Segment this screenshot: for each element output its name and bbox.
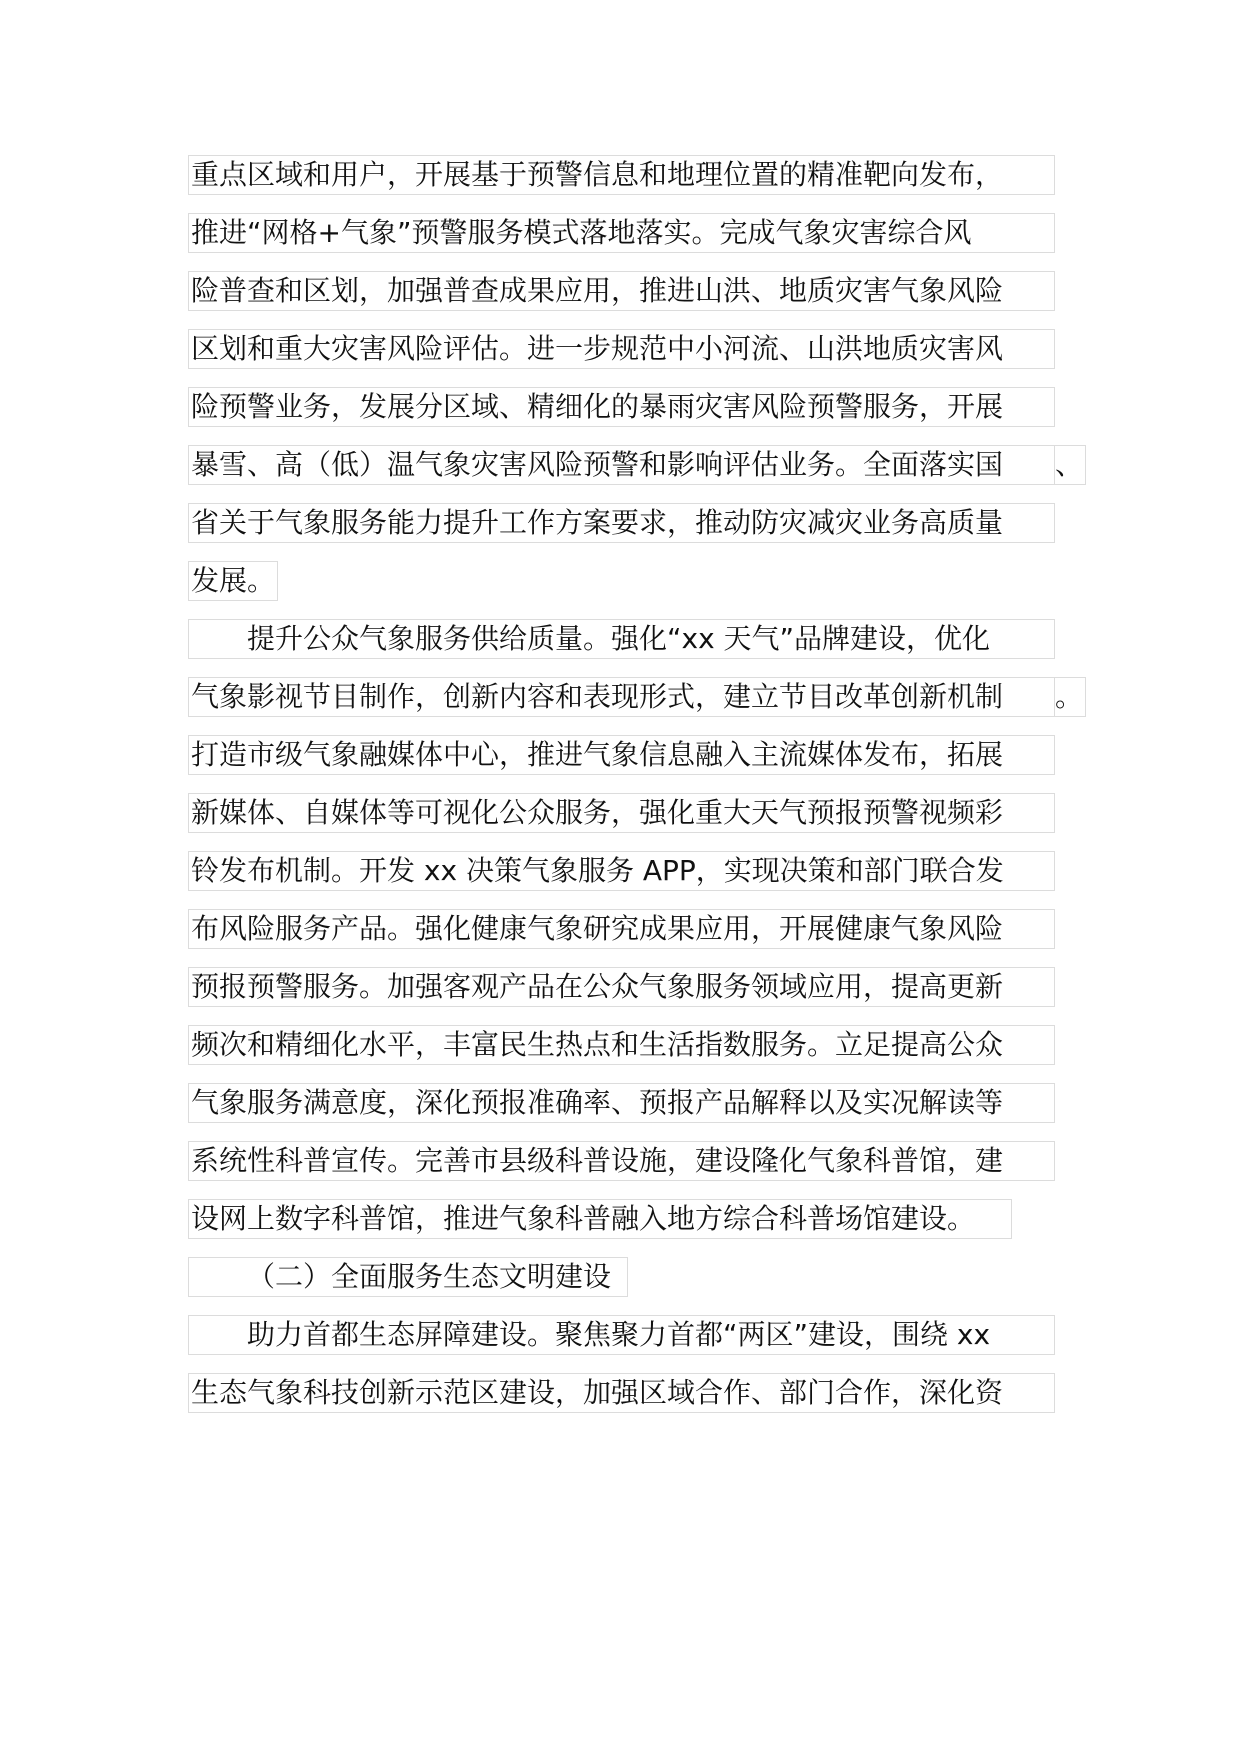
text-line: 险普查和区划，加强普查成果应用，推进山洪、地质灾害气象风险: [188, 271, 1055, 311]
text-line: 布风险服务产品。强化健康气象研究成果应用，开展健康气象风险: [188, 909, 1055, 949]
text-line: 预报预警服务。加强客观产品在公众气象服务领域应用，提高更新: [188, 967, 1055, 1007]
text-line: 频次和精细化水平，丰富民生热点和生活指数服务。立足提高公众: [188, 1025, 1055, 1065]
text-line: 气象服务满意度，深化预报准确率、预报产品解释以及实况解读等: [188, 1083, 1055, 1123]
text-line: 险预警业务，发展分区域、精细化的暴雨灾害风险预警服务，开展: [188, 387, 1055, 427]
text-line: 推进“网格+气象”预警服务模式落地落实。完成气象灾害综合风: [188, 213, 1055, 253]
section-heading: （二）全面服务生态文明建设: [188, 1257, 628, 1297]
text-line: 打造市级气象融媒体中心，推进气象信息融入主流媒体发布，拓展: [188, 735, 1055, 775]
text-line: 铃发布机制。开发 xx 决策气象服务 APP，实现决策和部门联合发: [188, 851, 1055, 891]
text-line: 暴雪、高（低）温气象灾害风险预警和影响评估业务。全面落实国: [188, 445, 1055, 485]
text-line: 气象影视节目制作，创新内容和表现形式，建立节目改革创新机制: [188, 677, 1055, 717]
text-line: 设网上数字科普馆，推进气象科普融入地方综合科普场馆建设。: [188, 1199, 1012, 1239]
text-line: 生态气象科技创新示范区建设，加强区域合作、部门合作，深化资: [188, 1373, 1055, 1413]
text-line: 系统性科普宣传。完善市县级科普设施，建设隆化气象科普馆，建: [188, 1141, 1055, 1181]
text-line: 省关于气象服务能力提升工作方案要求，推动防灾减灾业务高质量: [188, 503, 1055, 543]
paragraph-first-line: 助力首都生态屏障建设。聚焦聚力首都“两区”建设，围绕 xx: [188, 1315, 1055, 1355]
punctuation-overflow: 。: [1054, 677, 1086, 717]
text-line: 区划和重大灾害风险评估。进一步规范中小河流、山洪地质灾害风: [188, 329, 1055, 369]
text-line: 发展。: [188, 561, 278, 601]
text-line: 新媒体、自媒体等可视化公众服务，强化重大天气预报预警视频彩: [188, 793, 1055, 833]
text-line: 重点区域和用户，开展基于预警信息和地理位置的精准靶向发布，: [188, 155, 1055, 195]
punctuation-overflow: 、: [1054, 445, 1086, 485]
paragraph-first-line: 提升公众气象服务供给质量。强化“xx 天气”品牌建设，优化: [188, 619, 1055, 659]
